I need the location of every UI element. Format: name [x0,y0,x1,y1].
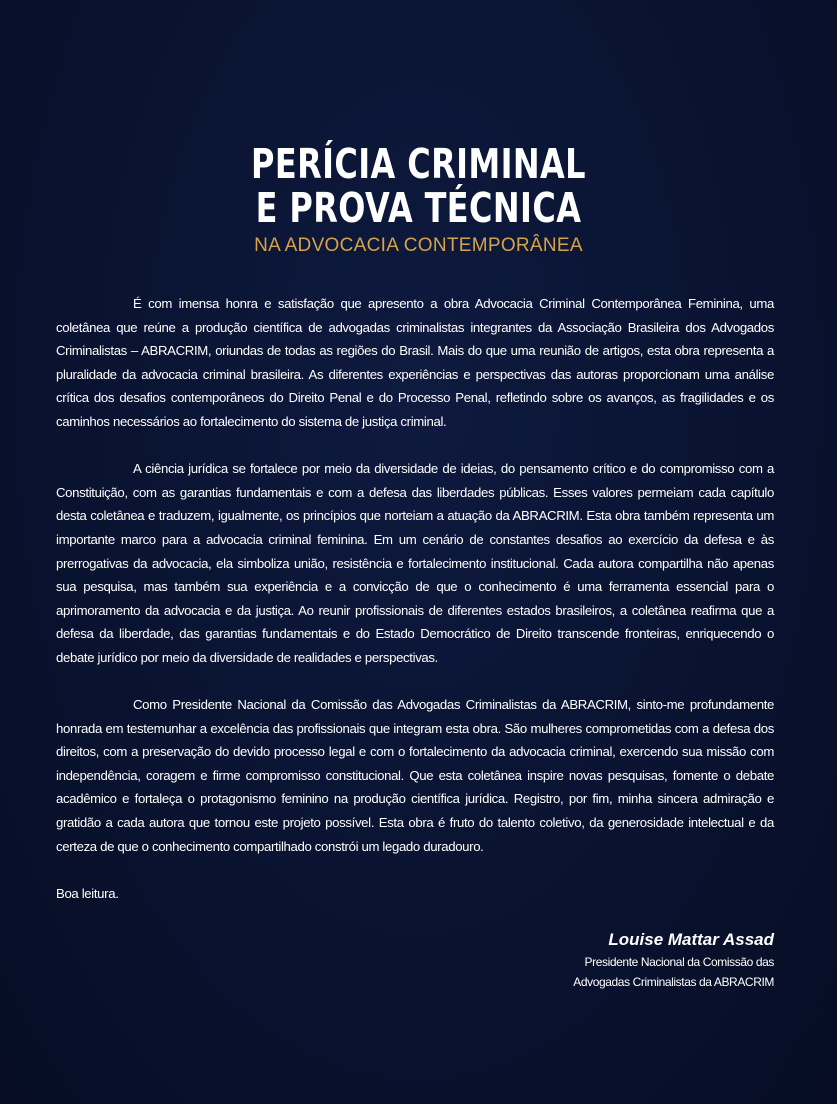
body-text [56,292,774,929]
signature-role-line-2: Advogadas Criminalistas da ABRACRIM [573,975,774,989]
paragraph-2: A ciência jurídica se fortalece por meio da diversidade de ideias, do pensamento crítico e do compromisso com a Constituição, com as garantias fundamentais e com a defesa das liberdades públicas. Esses valores permeiam cada capítulo desta coletânea e traduzem, igualmente, os princípios que norteiam a atuação da ABRACRIM. Esta obra também representa um importante marco para a advocacia criminal feminina. Em um cenário de constantes desafios ao exercício da defesa e às prerrogativas da advocacia, ela simboliza união, resistência e fortalecimento institucional. Cada autora compartilha não apenas sua pesquisa, mas também sua experiência e a convicção de que o conhecimento é uma ferramenta essencial para o aprimoramento da advocacia e da justiça. Ao reunir profissionais de diferentes estados brasileiros, a coletânea reafirma que a defesa da liberdade, das garantias fundamentais e do Estado Democrático de Direito transcende fronteiras, enriquecendo o debate jurídico por meio da diversidade de realidades e perspectivas. [56,461,774,665]
signature-name: Louise Mattar Assad [608,930,774,949]
title-line-1: PERÍCIA CRIMINAL [251,140,586,188]
paragraph-3: Como Presidente Nacional da Comissão das Advogadas Criminalistas da ABRACRIM, sinto-me profundamente honrada em testemunhar a excelência das profissionais que integram esta obra. São mulheres comprometidas com a defesa dos direitos, com a preservação do devido processo legal e com o fortalecimento da advocacia criminal, exercendo sua missão com independência, coragem e firme compromisso constitucional. Que esta coletânea inspire novas pesquisas, fomente o debate acadêmico e fortaleça o protagonismo feminino na produção científica jurídica. Registro, por fim, minha sincera admiração e gratidão a cada autora que tornou este projeto possível. Esta obra é fruto do talento coletivo, da generosidade intelectual e da certeza de que o conhecimento compartilhado constrói um legado duradouro. [56,697,774,854]
paragraph-1: É com imensa honra e satisfação que apresento a obra Advocacia Criminal Contemporânea Feminina, uma coletânea que reúne a produção científica de advogadas criminalistas integrantes da Associação Brasileira dos Advogados Criminalistas – ABRACRIM, oriundas de todas as regiões do Brasil. Mais do que uma reunião de artigos, esta obra representa a pluralidade da advocacia criminal brasileira. As diferentes experiências e perspectivas das autoras proporcionam uma análise crítica dos desafios contemporâneos do Direito Penal e do Processo Penal, refletindo sobre os avanços, as fragilidades e os caminhos necessários ao fortalecimento do sistema de justiça criminal. [56,296,774,429]
closing-text: Boa leitura. [56,885,119,901]
subtitle: NA ADVOCACIA CONTEMPORÂNEA [254,235,583,256]
signature-role-line-1: Presidente Nacional da Comissão das [584,955,774,969]
title-line-2: E PROVA TÉCNICA [255,184,582,232]
title-block [0,142,837,258]
signature-block [573,928,774,992]
